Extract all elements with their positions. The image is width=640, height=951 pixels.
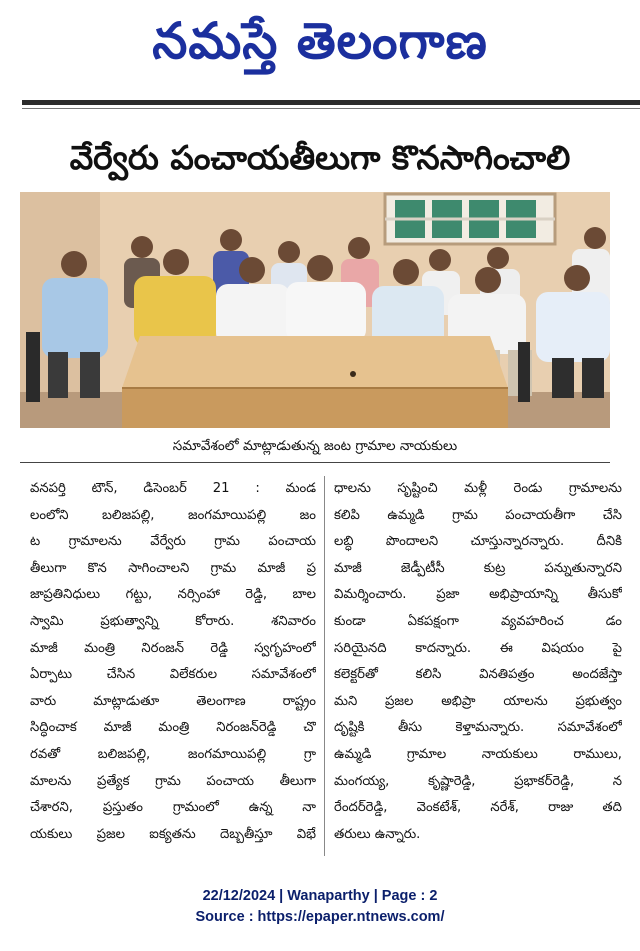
- body-line: తరులు ఉన్నారు.: [334, 826, 421, 842]
- body-line: ఉమ్మడి గ్రామాల నాయకులు రాములు,: [334, 746, 622, 762]
- body-line: విమర్శించారు. ప్రజా అభిప్రాయాన్ని తీసుకో: [334, 587, 622, 603]
- body-line: మని ప్రజల అభిప్రా యాలను ప్రభుత్వం: [334, 693, 622, 709]
- body-line: స్వామి ప్రభుత్వాన్ని కోరారు. శనివారం: [30, 613, 316, 629]
- body-line: మాలను ప్రత్యేక గ్రామ పంచాయ తీలుగా: [30, 773, 316, 789]
- body-line: యకులు ప్రజల ఐక్యతను దెబ్బతీస్తూ విభే: [30, 826, 316, 842]
- body-line: తీలుగా కొన సాగించాలని గ్రామ మాజీ ప్ర: [30, 560, 316, 576]
- body-line: ఏర్పాటు చేసిన విలేకరుల సమావేశంలో: [30, 667, 316, 683]
- body-line: సరియైనది కాదన్నారు. ఈ విషయం పై: [334, 640, 622, 656]
- body-line: కుండా ఏకపక్షంగా వ్యవహరించ డం: [334, 613, 622, 629]
- body-line: మంగయ్య, కృష్ణారెడ్డి, ప్రభాకర్‌రెడ్డి, న: [334, 773, 622, 789]
- footer-source-line: Source : https://epaper.ntnews.com/: [195, 909, 445, 925]
- body-line: లంలోని బలిజపల్లి, జంగమాయిపల్లి జం: [30, 507, 316, 523]
- body-line: దృష్టికి తీసు కెళ్తామన్నారు. సమావేశంలో: [334, 720, 622, 736]
- body-line: లబ్ధి పొందాలని చూస్తున్నారన్నారు. దీనికి: [334, 534, 622, 550]
- body-line: చేశారని, ప్రస్తుతం గ్రామంలో ఉన్న నా: [30, 800, 316, 816]
- masthead-rule-thin: [22, 108, 640, 109]
- body-line: జాప్రతినిధులు గట్టు, నర్సింహా రెడ్డి, బాల: [30, 587, 316, 603]
- body-line: మాజీ మంత్రి నిరంజన్ రెడ్డి స్వగృహంలో: [30, 640, 316, 656]
- article-headline: వేర్వేరు పంచాయతీలుగా కొనసాగించాలి: [69, 138, 571, 177]
- masthead-rule: [22, 100, 640, 105]
- photo-caption: సమావేశంలో మాట్లాడుతున్న జంట గ్రామాల నాయకులు: [20, 430, 610, 463]
- article-column-right: [334, 476, 622, 848]
- body-line: కలెక్టర్‌తో కలిసి వినతిపత్రం అందజేస్తా: [334, 667, 622, 683]
- body-line: సిద్ధించాక మాజీ మంత్రి నిరంజన్‌రెడ్డి చొ: [30, 720, 316, 736]
- column-divider: [324, 476, 325, 856]
- article-column-left: [30, 476, 316, 848]
- body-line: కలిపి ఉమ్మడి గ్రామ పంచాయతీగా చేసి: [334, 507, 622, 523]
- footer-date-line: 22/12/2024 | Wanaparthy | Page : 2: [202, 888, 438, 904]
- masthead: [0, 0, 640, 100]
- group-photo-illustration: [20, 192, 610, 428]
- body-line: రవతో బలిజపల్లి, జంగమాయిపల్లి గ్రా: [30, 746, 316, 762]
- body-line: ట గ్రామాలను వేర్వేరు గ్రామ పంచాయ: [30, 534, 316, 550]
- body-line: ధాలను సృష్టించి మళ్లీ రెండు గ్రామాలను: [334, 481, 622, 496]
- page-footer: [0, 886, 640, 928]
- body-line: మాజీ జెడ్పీటీసీ కుట్ర పన్నుతున్నారని: [334, 560, 622, 576]
- masthead-logo: నమస్తే తెలంగాణ: [152, 12, 488, 70]
- body-line: వారు మాట్లాడుతూ తెలంగాణ రాష్ట్రం: [30, 693, 316, 709]
- article-photo: [20, 192, 610, 428]
- body-line: వనపర్తి టౌన్, డిసెంబర్ 21 : మండ: [30, 481, 316, 496]
- body-line: రేందర్‌రెడ్డి, వెంకటేశ్, నరేశ్, రాజు తది: [334, 800, 622, 816]
